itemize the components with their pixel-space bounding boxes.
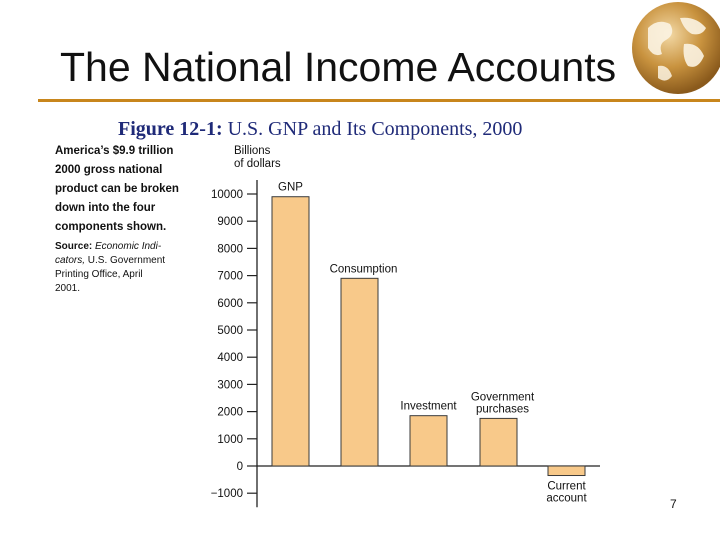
y-axis-label-line: of dollars — [234, 158, 281, 170]
side-note-line: down into the four — [55, 202, 156, 214]
y-tick-label: 0 — [236, 461, 243, 473]
source-text: U.S. Government — [87, 255, 166, 266]
figure-caption-text: U.S. GNP and Its Components, 2000 — [227, 118, 523, 140]
y-tick-label: 10000 — [211, 189, 243, 201]
y-axis-label-line: Billions — [234, 145, 271, 157]
y-tick-label: 1000 — [217, 433, 243, 446]
source-text: 2001. — [55, 283, 81, 294]
y-tick-label: 7000 — [217, 270, 243, 283]
source-text: cators, — [55, 255, 86, 266]
bar — [272, 197, 309, 466]
side-note-line: components shown. — [55, 221, 167, 233]
y-tick-label: 3000 — [217, 379, 243, 392]
bar-label: account — [546, 492, 587, 505]
bar-label: Current — [547, 480, 586, 493]
y-tick-label: 8000 — [217, 243, 243, 256]
side-note-line: America’s $9.9 trillion — [55, 145, 174, 157]
y-tick-label: 6000 — [217, 297, 243, 310]
source-label: Source: — [55, 241, 93, 252]
bar — [480, 418, 517, 466]
source-text: Economic Indi- — [95, 241, 162, 252]
y-tick-label: −1000 — [210, 488, 243, 501]
bar — [410, 416, 447, 466]
bar-label: Investment — [400, 400, 457, 413]
y-tick-label: 5000 — [217, 325, 243, 337]
side-note-line: product can be broken — [55, 183, 179, 195]
y-tick-label: 2000 — [217, 406, 243, 419]
figure-caption-label: Figure 12-1: — [118, 118, 223, 140]
bar-label: Government — [470, 391, 535, 404]
bar — [548, 466, 585, 476]
slide-title: The National Income Accounts — [60, 44, 617, 90]
bar-label: purchases — [475, 403, 530, 416]
bar-label: Consumption — [329, 263, 398, 276]
y-tick-label: 9000 — [217, 216, 243, 229]
page-number: 7 — [670, 497, 677, 511]
bar-label: GNP — [278, 181, 303, 194]
side-note-line: 2000 gross national — [55, 164, 163, 176]
y-tick-label: 4000 — [217, 352, 243, 365]
source-text: Printing Office, April — [55, 269, 143, 280]
bar — [341, 278, 378, 466]
